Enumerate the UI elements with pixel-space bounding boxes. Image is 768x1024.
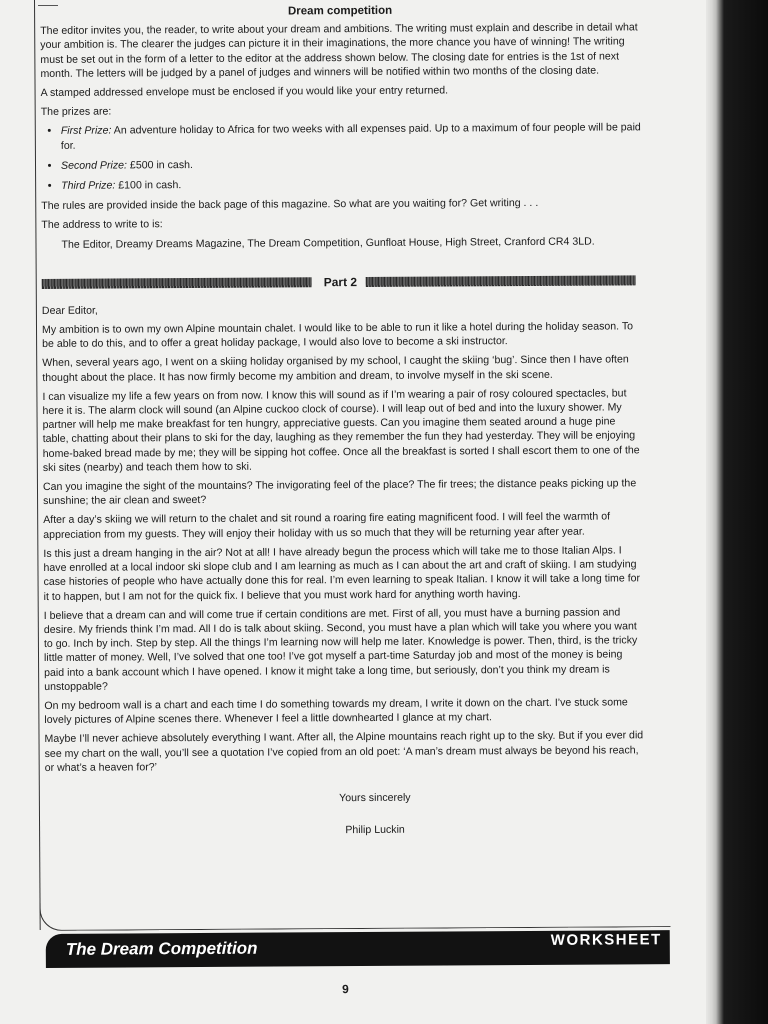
page-number: 9 <box>342 982 349 997</box>
worksheet-page <box>34 0 668 1024</box>
letter-paragraph: Maybe I’ll never achieve absolutely everything I want. After all, the Alpine mountains reach right up to the sky. But if you ever did see my chart on the wall, you’ll see a quotation I’ve copied from an old poet: ‘A man’s dream must always be beyond his reach, or what’s a heaven for?’ <box>44 729 644 774</box>
prize-name: Third Prize: <box>61 179 116 192</box>
address-heading: The address to write to is: <box>41 218 163 232</box>
part-2-banner <box>42 272 642 292</box>
letter-paragraph: I believe that a dream can and will come true if certain conditions are met. First of all, you must have a burning passion and desire. My friends think I’m mad. All I do is talk about skiing. Second, you must have a plan which will take you where you want to go. Inch by inch. Step by step. All the things I’m learning now will help me later. Knowledge is power. Then, third, is the tricky little matter of money. Well, I’ve solved that one too! I’ve got myself a part-time Saturday job and most of the money is being paid into a bank account which I have opened. I know it might take a long time, but seriously, don’t you think my dream is unstoppable? <box>43 606 638 693</box>
letter-salutation: Dear Editor, <box>41 304 98 317</box>
prizes-heading: The prizes are: <box>40 105 112 119</box>
intro-paragraph: The editor invites you, the reader, to write about your dream and ambitions. The writing must explain and describe in detail what your ambition is. The clearer the judges can picture it in their imaginations, the more chance you have of winning! The writing must be set out in the form of a letter to the editor at the address shown below. The closing date for entries is the 1st of next month. The letters will be judged by a panel of judges and winners will be notified within two months of the closing date. <box>40 21 638 80</box>
part-label: Part 2 <box>323 274 358 290</box>
footer-title: The Dream Competition <box>65 938 258 959</box>
letter-paragraph: On my bedroom wall is a chart and each time I do something towards my dream, I write it down on the chart. I’ve stuck some lovely pictures of Alpine scenes there. Whenever I feel a little downhearted I glance at my chart. <box>44 696 628 727</box>
letter-paragraph: Can you imagine the sight of the mountains? The invigorating feel of the place? The fir trees; the distance peaks picking up the sunshine; the air clean and sweet? <box>42 477 637 508</box>
prize-item <box>61 175 641 193</box>
postal-address: The Editor, Dreamy Dreams Magazine, The Dream Competition, Gunfloat House, High Street, Cranford CR4 3LD. <box>61 235 595 251</box>
banner-stripe-right <box>366 275 636 287</box>
envelope-paragraph: A stamped addressed envelope must be enclosed if you would like your entry returned. <box>40 84 449 99</box>
page-content <box>40 2 645 839</box>
rules-paragraph: The rules are provided inside the back page of this magazine. So what are you waiting for? Get writing . . . <box>41 197 539 213</box>
prize-text: An adventure holiday to Africa for two weeks with all expenses paid. Up to a maximum of four people will be paid for. <box>60 121 641 152</box>
footer-bar <box>46 930 670 968</box>
banner-stripe-left <box>42 277 312 289</box>
prize-text: £100 in cash. <box>118 179 182 192</box>
letter-paragraph: I can visualize my life a few years on from now. I know this will sound as if I’m wearing a pair of rosy coloured spectacles, but here it is. The alarm clock will sound (an Alpine cuckoo clock of course). I will leap out of bed and into the luxury shower. My partner will help me make breakfast for ten hungry, appreciative guests. Can you imagine them seated around a huge pine table, chatting about their plans to ski for the day, laughing as they remember the fun they had yesterday. They will be enjoying home-baked bread made by me; they will be sipping hot coffee. Once all the breakfast is sorted I shall escort them to one of the ski sites (nearby) and teach them how to ski. <box>42 387 640 474</box>
prize-item <box>61 121 641 153</box>
prize-name: First Prize: <box>60 124 112 138</box>
footer-label: WORKSHEET <box>550 931 662 949</box>
letter-paragraph: Is this just a dream hanging in the air? Not at all! I have already begun the process which will take me to those Italian Alps. I have enrolled at a local indoor ski slope club and I am learning as much as I can about the art and craft of skiing. I am studying case histories of people who have actually done this for real. I’m even learning to speak Italian. I know it will take a long time for it to happen, but I am not for the quick fix. I believe that you must work hard for anything worth having. <box>43 544 641 603</box>
frame-corner <box>39 896 670 931</box>
letter-paragraph: When, several years ago, I went on a skiing holiday organised by my school, I caught the skiing ‘bug’. Since then I have often thought about the place. It has now firmly become my ambition and dream, to involve myself in the ski scene. <box>42 353 629 384</box>
section-title: Dream competition <box>287 4 393 18</box>
letter-paragraph: After a day’s skiing we will return to the chalet and sit round a roaring fire eating magnificent food. I will feel the warmth of appreciation from my guests. They will enjoy their holiday with us so much that they will be returning year after year. <box>43 510 611 541</box>
letter-paragraph: My ambition is to own my own Alpine mountain chalet. I would like to be able to run it like a hotel during the holiday season. To be able to do this, and to offer a great holiday package, I would also love to become a ski instructor. <box>41 320 634 351</box>
frame-line <box>34 0 41 930</box>
letter-signature: Philip Luckin <box>345 823 405 837</box>
page-edge-shadow <box>706 0 768 1024</box>
letter-closing: Yours sincerely <box>339 791 411 805</box>
prize-text: £500 in cash. <box>129 158 193 172</box>
prize-list <box>41 121 641 193</box>
prize-item <box>61 155 641 173</box>
prize-name: Second Prize: <box>60 159 128 172</box>
